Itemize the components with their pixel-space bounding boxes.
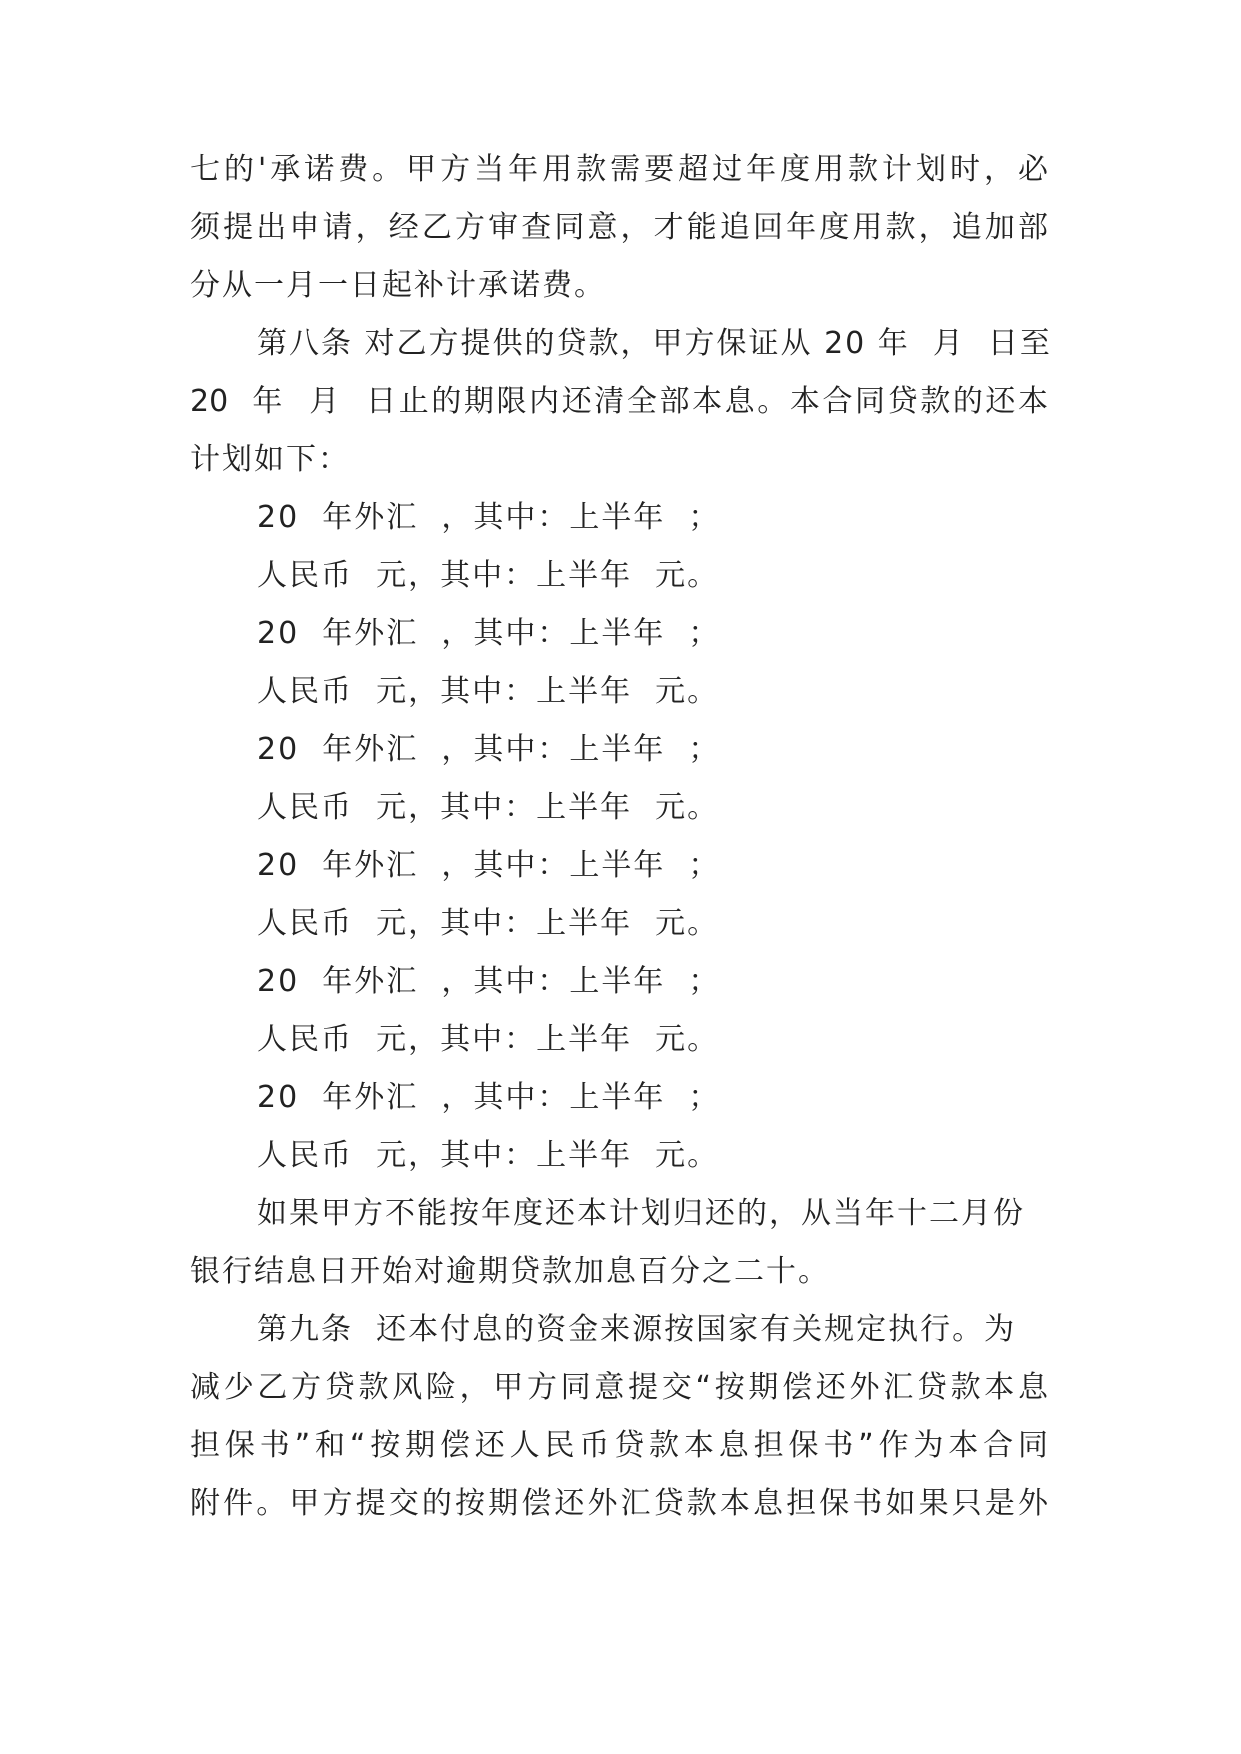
- schedule-rmb-line: 人民币 元，其中：上半年 元。: [257, 1022, 720, 1057]
- schedule-rmb-line: 人民币 元，其中：上半年 元。: [257, 558, 720, 593]
- text-line: 七的'承诺费。甲方当年用款需要超过年度用款计划时，必: [190, 152, 1048, 187]
- text-line: 计划如下：: [190, 442, 350, 477]
- schedule-foreign-line: 20 年外汇 ，其中：上半年 ；: [257, 964, 721, 999]
- text-line: 担保书”和“按期偿还人民币贷款本息担保书”作为本合同: [190, 1428, 1048, 1463]
- article-8-heading-line: 第八条 对乙方提供的贷款，甲方保证从 20 年 月 日至: [257, 326, 1052, 361]
- schedule-rmb-line: 人民币 元，其中：上半年 元。: [257, 1138, 720, 1173]
- text-line: 如果甲方不能按年度还本计划归还的，从当年十二月份: [257, 1196, 1025, 1231]
- schedule-rmb-line: 人民币 元，其中：上半年 元。: [257, 906, 720, 941]
- text-line: 须提出申请，经乙方审查同意，才能追回年度用款，追加部: [190, 210, 1048, 245]
- text-line: 减少乙方贷款风险，甲方同意提交“按期偿还外汇贷款本息: [190, 1370, 1048, 1405]
- text-line: 银行结息日开始对逾期贷款加息百分之二十。: [190, 1254, 830, 1289]
- article-9-heading-line: 第九条 还本付息的资金来源按国家有关规定执行。为: [257, 1312, 1017, 1347]
- schedule-foreign-line: 20 年外汇 ，其中：上半年 ；: [257, 616, 721, 651]
- schedule-foreign-line: 20 年外汇 ，其中：上半年 ；: [257, 500, 721, 535]
- schedule-foreign-line: 20 年外汇 ，其中：上半年 ；: [257, 1080, 721, 1115]
- schedule-rmb-line: 人民币 元，其中：上半年 元。: [257, 674, 720, 709]
- schedule-foreign-line: 20 年外汇 ，其中：上半年 ；: [257, 732, 721, 767]
- text-line: 分从一月一日起补计承诺费。: [190, 268, 606, 303]
- schedule-rmb-line: 人民币 元，其中：上半年 元。: [257, 790, 720, 825]
- text-line: 20 年 月 日止的期限内还清全部本息。本合同贷款的还本: [190, 384, 1048, 419]
- schedule-foreign-line: 20 年外汇 ，其中：上半年 ；: [257, 848, 721, 883]
- text-line: 附件。甲方提交的按期偿还外汇贷款本息担保书如果只是外: [190, 1486, 1048, 1521]
